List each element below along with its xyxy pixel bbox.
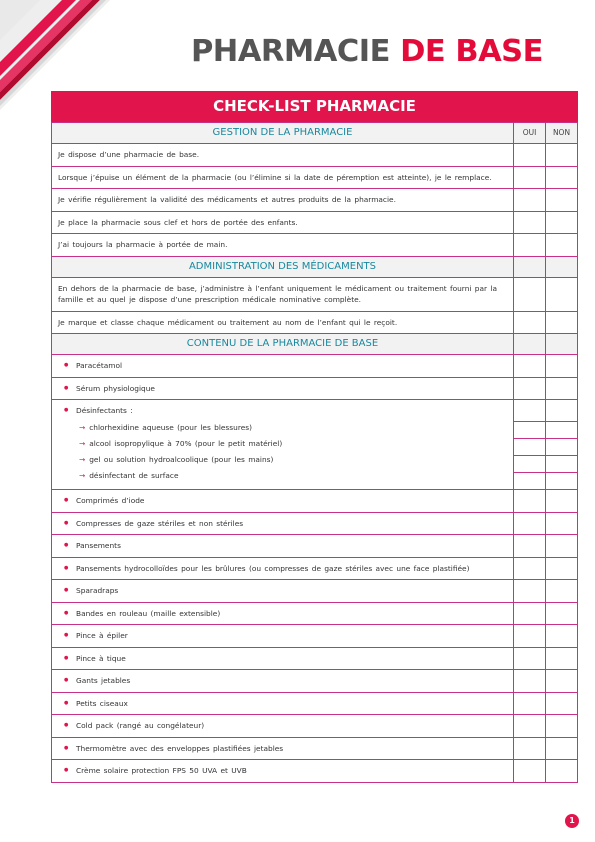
sub-item: [76, 452, 507, 468]
oui-checkbox[interactable]: [514, 439, 545, 456]
non-checkbox[interactable]: [546, 692, 578, 715]
item-label: ● Compresses de gaze stériles et non stériles: [76, 518, 244, 528]
non-checkbox[interactable]: [546, 277, 578, 311]
oui-checkbox[interactable]: [514, 535, 546, 558]
non-checkbox[interactable]: [546, 422, 577, 439]
sub-item: [76, 468, 507, 484]
item-label: ● Désinfectants :: [76, 406, 133, 415]
checklist-item-text: [52, 512, 514, 535]
non-checkbox[interactable]: [546, 166, 578, 189]
non-checkbox[interactable]: [546, 400, 577, 422]
item-label: ● Pince à tique: [76, 653, 126, 663]
non-checkbox[interactable]: [546, 211, 578, 234]
oui-checkbox[interactable]: [514, 400, 545, 422]
checklist-item-text: [52, 535, 514, 558]
checklist-row: [52, 737, 578, 760]
item-label: ● Paracétamol: [76, 361, 123, 370]
checklist-item-text: [52, 277, 514, 311]
non-checkbox[interactable]: [546, 602, 578, 625]
sub-item: [76, 420, 507, 436]
checklist-item-text: [52, 692, 514, 715]
section-header: [52, 123, 578, 144]
non-checkbox[interactable]: [546, 535, 578, 558]
item-label: Je vérifie régulièrement la validité des médicaments et autres produits de la pharmacie.: [58, 195, 396, 204]
item-label: ● Cold pack (rangé au congélateur): [76, 721, 205, 730]
oui-checkbox[interactable]: [514, 211, 546, 234]
checklist-item-text: [52, 490, 514, 513]
checklist-item-text: [52, 647, 514, 670]
item-label: ● Bandes en rouleau (maille extensible): [76, 608, 221, 618]
item-label: ● Pince à épiler: [76, 631, 128, 640]
oui-checkbox[interactable]: [514, 377, 546, 400]
oui-checkbox[interactable]: [514, 715, 546, 738]
oui-checkbox-group: [514, 400, 546, 490]
checklist-row: [52, 377, 578, 400]
non-checkbox[interactable]: [546, 439, 577, 456]
oui-checkbox[interactable]: [514, 355, 546, 378]
non-checkbox-group: [546, 400, 578, 490]
oui-checkbox[interactable]: [514, 144, 546, 167]
item-label: ● Pansements: [76, 541, 121, 550]
checklist-item-text: [52, 355, 514, 378]
non-checkbox[interactable]: [546, 512, 578, 535]
non-checkbox[interactable]: [546, 189, 578, 212]
checklist-row: [52, 490, 578, 513]
arrow-icon: →: [79, 470, 86, 480]
checklist-row: [52, 512, 578, 535]
oui-checkbox[interactable]: [514, 670, 546, 693]
empty-cell: [546, 334, 578, 355]
item-label: Lorsque j’épuise un élément de la pharmacie (ou l’élimine si la date de péremption est atteinte), je le remplace.: [58, 172, 492, 182]
item-label: J’ai toujours la pharmacie à portée de main.: [58, 240, 228, 249]
oui-checkbox[interactable]: [514, 557, 546, 580]
item-label: ● Crème solaire protection FPS 50 UVA et UVB: [76, 766, 247, 775]
non-checkbox[interactable]: [546, 234, 578, 257]
oui-checkbox[interactable]: [514, 311, 546, 334]
checklist-item-text: [52, 737, 514, 760]
item-label: Je marque et classe chaque médicament ou traitement au nom de l’enfant qui le reçoit.: [58, 317, 398, 327]
non-checkbox[interactable]: [546, 144, 578, 167]
item-label: En dehors de la pharmacie de base, j’administre à l’enfant uniquement le médicament ou traitement fourni par la famille et au quel je dispose d’une prescription médicale nominative complète.: [58, 283, 497, 304]
oui-checkbox[interactable]: [514, 692, 546, 715]
checklist-row: [52, 234, 578, 257]
checklist-item-text: [52, 580, 514, 603]
empty-cell: [514, 256, 546, 277]
oui-checkbox[interactable]: [514, 456, 545, 473]
checklist-item-text: [52, 144, 514, 167]
item-label: Je place la pharmacie sous clef et hors de portée des enfants.: [58, 217, 298, 227]
empty-cell: [546, 256, 578, 277]
sub-item: [76, 436, 507, 452]
non-checkbox[interactable]: [546, 355, 578, 378]
oui-checkbox[interactable]: [514, 602, 546, 625]
checklist-row: [52, 715, 578, 738]
checklist-row: [52, 580, 578, 603]
sub-item-label: alcool isopropylique à 70% (pour le petit matériel): [89, 438, 283, 448]
non-checkbox[interactable]: [546, 737, 578, 760]
oui-checkbox[interactable]: [514, 512, 546, 535]
non-checkbox[interactable]: [546, 580, 578, 603]
checklist-row: [52, 692, 578, 715]
checklist-row: [52, 557, 578, 580]
item-label: ● Thermomètre avec des enveloppes plastifiées jetables: [76, 743, 284, 753]
oui-checkbox[interactable]: [514, 625, 546, 648]
arrow-icon: →: [79, 438, 86, 448]
checklist-item-text: [52, 715, 514, 738]
item-label: ● Petits ciseaux: [76, 698, 128, 708]
checklist-row: [52, 144, 578, 167]
oui-checkbox[interactable]: [514, 189, 546, 212]
checklist-row: [52, 760, 578, 783]
checklist-title: CHECK-LIST PHARMACIE: [51, 91, 578, 122]
checklist-item-text: [52, 557, 514, 580]
arrow-icon: →: [79, 422, 86, 432]
oui-checkbox[interactable]: [514, 737, 546, 760]
non-checkbox[interactable]: [546, 670, 578, 693]
checklist-item-text: [52, 311, 514, 334]
checklist-row: [52, 189, 578, 212]
checklist-row: [52, 602, 578, 625]
oui-column-header: OUI: [514, 123, 546, 144]
checklist-table: [51, 122, 578, 783]
oui-checkbox[interactable]: [514, 473, 545, 489]
item-label: ● Sérum physiologique: [76, 383, 155, 393]
section-title: GESTION DE LA PHARMACIE: [52, 123, 514, 144]
non-checkbox[interactable]: [546, 625, 578, 648]
non-checkbox[interactable]: [546, 311, 578, 334]
item-label: ● Pansements hydrocolloïdes pour les brûlures (ou compresses de gaze stériles avec une face plastifiée): [76, 563, 470, 573]
sub-item-label: chlorhexidine aqueuse (pour les blessures): [89, 422, 252, 432]
checklist-item-text: [52, 760, 514, 783]
oui-checkbox[interactable]: [514, 422, 545, 439]
checklist-sheet: [51, 91, 578, 783]
oui-checkbox[interactable]: [514, 647, 546, 670]
section-title: CONTENU DE LA PHARMACIE DE BASE: [52, 334, 514, 355]
non-checkbox[interactable]: [546, 456, 577, 473]
checklist-row: [52, 625, 578, 648]
oui-checkbox[interactable]: [514, 234, 546, 257]
item-label: ● Comprimés d’iode: [76, 496, 145, 505]
checklist-item-text: [52, 377, 514, 400]
item-label: Je dispose d’une pharmacie de base.: [58, 150, 200, 159]
sub-item-list: [76, 420, 507, 484]
checklist-item-text: [52, 189, 514, 212]
checklist-row: [52, 355, 578, 378]
title-main: PHARMACIE: [190, 34, 390, 69]
oui-checkbox[interactable]: [514, 166, 546, 189]
non-checkbox[interactable]: [546, 760, 578, 783]
section-title: ADMINISTRATION DES MÉDICAMENTS: [52, 256, 514, 277]
checklist-item-text: [52, 602, 514, 625]
section-header: [52, 334, 578, 355]
checklist-item-text: [52, 625, 514, 648]
checklist-item-text: [52, 234, 514, 257]
checklist-item-text: [52, 400, 514, 490]
checklist-row: [52, 166, 578, 189]
non-checkbox[interactable]: [546, 715, 578, 738]
oui-checkbox[interactable]: [514, 580, 546, 603]
checklist-row: [52, 535, 578, 558]
arrow-icon: →: [79, 454, 86, 464]
sub-item-label: gel ou solution hydroalcoolique (pour les mains): [89, 454, 274, 464]
checklist-row: [52, 277, 578, 311]
sub-item-label: désinfectant de surface: [89, 470, 179, 480]
non-column-header: NON: [546, 123, 578, 144]
checklist-row: [52, 311, 578, 334]
oui-checkbox[interactable]: [514, 760, 546, 783]
non-checkbox[interactable]: [546, 557, 578, 580]
checklist-row: [52, 647, 578, 670]
checklist-row-desinfectants: [52, 400, 578, 490]
checklist-item-text: [52, 166, 514, 189]
non-checkbox[interactable]: [546, 473, 577, 489]
title-accent: DE BASE: [400, 34, 543, 69]
checklist-row: [52, 211, 578, 234]
page-title: [191, 34, 543, 69]
oui-checkbox[interactable]: [514, 277, 546, 311]
item-label: ● Sparadraps: [76, 586, 119, 595]
checklist-item-text: [52, 211, 514, 234]
non-checkbox[interactable]: [546, 647, 578, 670]
non-checkbox[interactable]: [546, 377, 578, 400]
checklist-row: [52, 670, 578, 693]
section-header: [52, 256, 578, 277]
item-label: ● Gants jetables: [76, 676, 131, 685]
page-number: 1: [565, 814, 579, 828]
oui-checkbox[interactable]: [514, 490, 546, 513]
checklist-item-text: [52, 670, 514, 693]
non-checkbox[interactable]: [546, 490, 578, 513]
empty-cell: [514, 334, 546, 355]
